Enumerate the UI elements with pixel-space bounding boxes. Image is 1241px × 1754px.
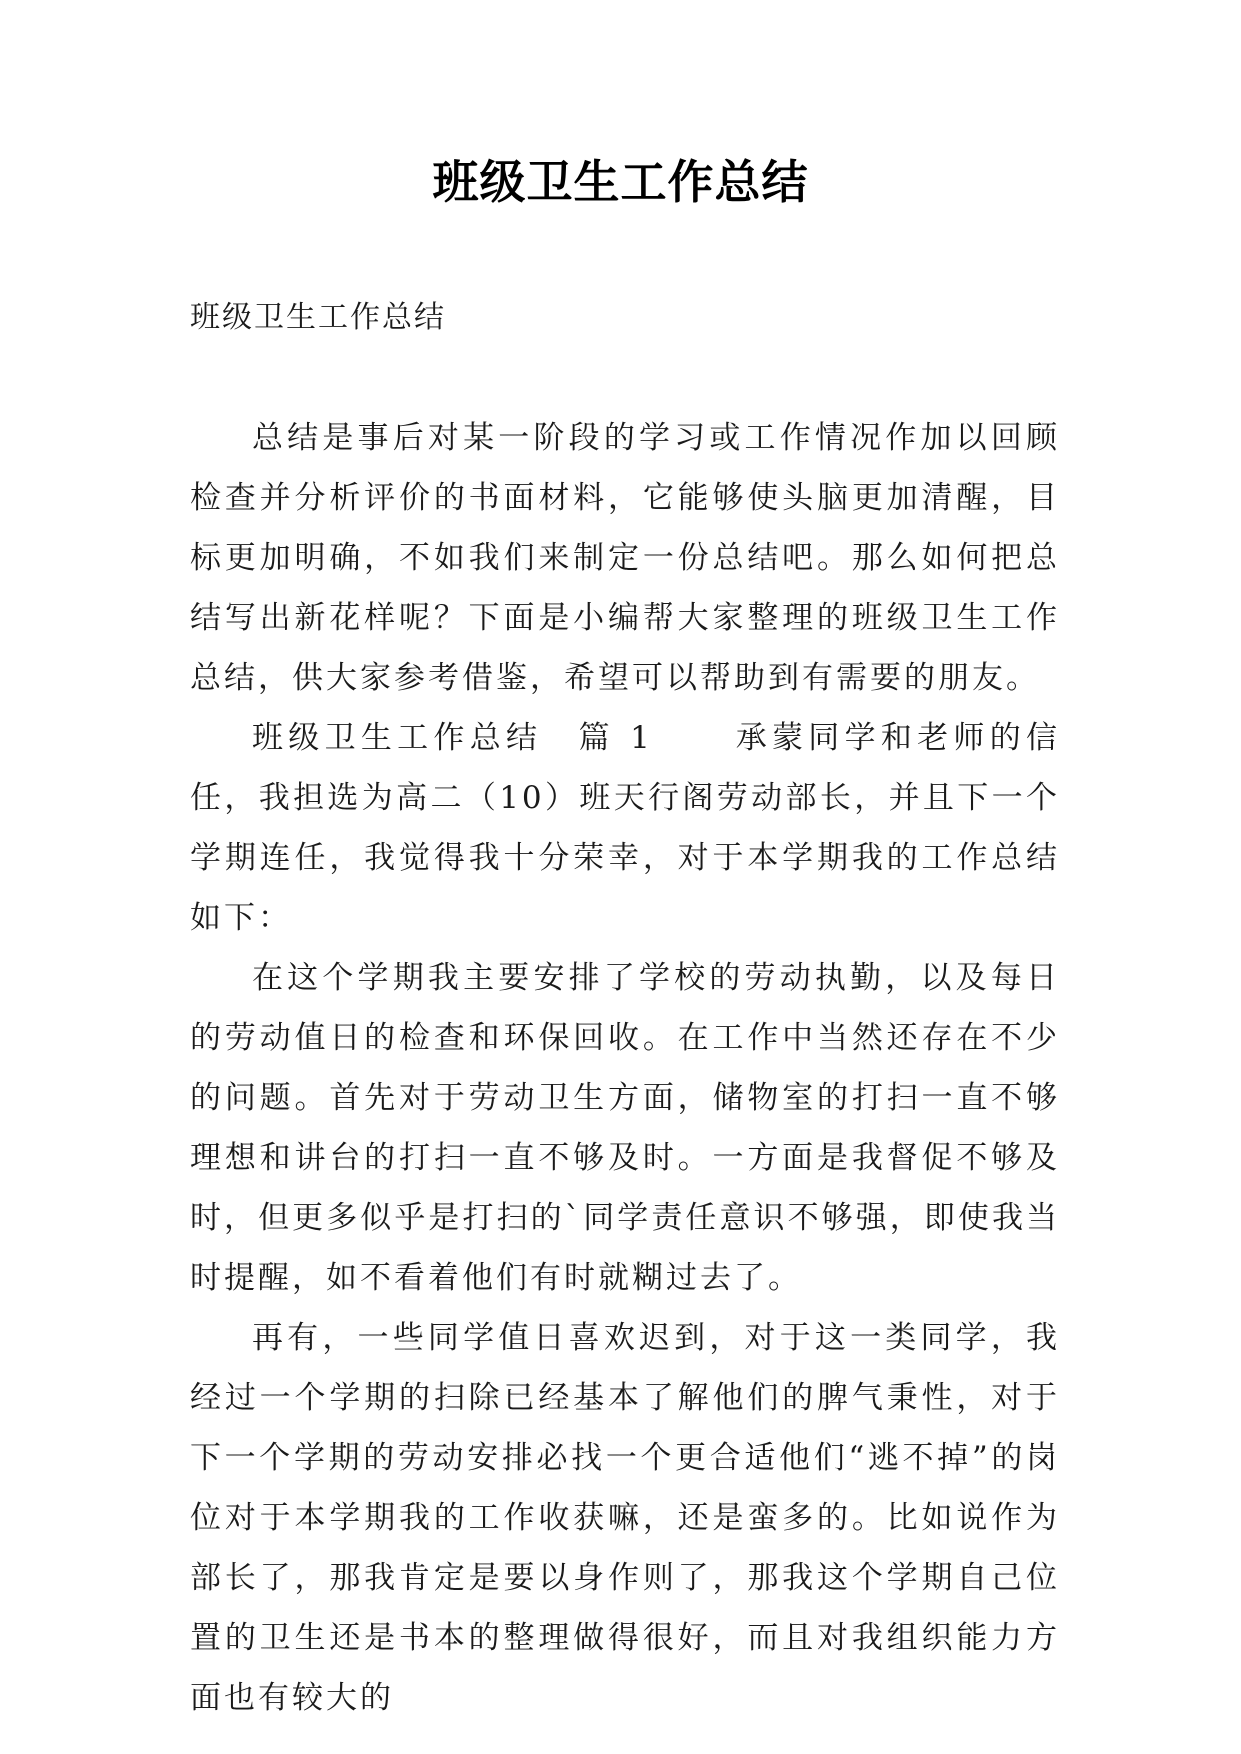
document-title: 班级卫生工作总结 — [432, 155, 809, 209]
body-paragraph-2: 再有，一些同学值日喜欢迟到，对于这一类同学，我经过一个学期的扫除已经基本了解他们的脾气秉性，对于下一个学期的劳动安排必找一个更合适他们“逃不掉”的岗位对于本学期我的工作收获嘛，还是蛮多的。比如说作为部长了，那我肯定是要以身作则了，那我这个学期自己位置的卫生还是书本的整理做得很好，而且对我组织能力方面也有较大的 — [190, 1320, 1060, 1716]
body-paragraph-1: 在这个学期我主要安排了学校的劳动执勤，以及每日的劳动值日的检查和环保回收。在工作中当然还存在不少的问题。首先对于劳动卫生方面，储物室的打扫一直不够理想和讲台的打扫一直不够及时。一方面是我督促不够及时，但更多似乎是打扫的`同学责任意识不够强，即使我当时提醒，如不看着他们有时就糊过去了。 — [190, 960, 1060, 1296]
intro-paragraph: 总结是事后对某一阶段的学习或工作情况作加以回顾检查并分析评价的书面材料，它能够使头脑更加清醒，目标更加明确，不如我们来制定一份总结吧。那么如何把总结写出新花样呢？下面是小编帮大家整理的班级卫生工作总结，供大家参考借鉴，希望可以帮助到有需要的朋友。 — [190, 420, 1060, 696]
section-intro: 承蒙同学和老师的信任，我担选为高二（10）班天行阁劳动部长，并且下一个学期连任，我觉得我十分荣幸，对于本学期我的工作总结如下： — [190, 720, 1061, 936]
section-paragraph — [190, 708, 1060, 948]
document-body — [190, 288, 1060, 1728]
blank-line — [190, 348, 1060, 408]
section-label: 篇 1 — [576, 720, 653, 756]
section-title: 班级卫生工作总结 — [252, 720, 543, 756]
document-subtitle: 班级卫生工作总结 — [190, 300, 446, 335]
